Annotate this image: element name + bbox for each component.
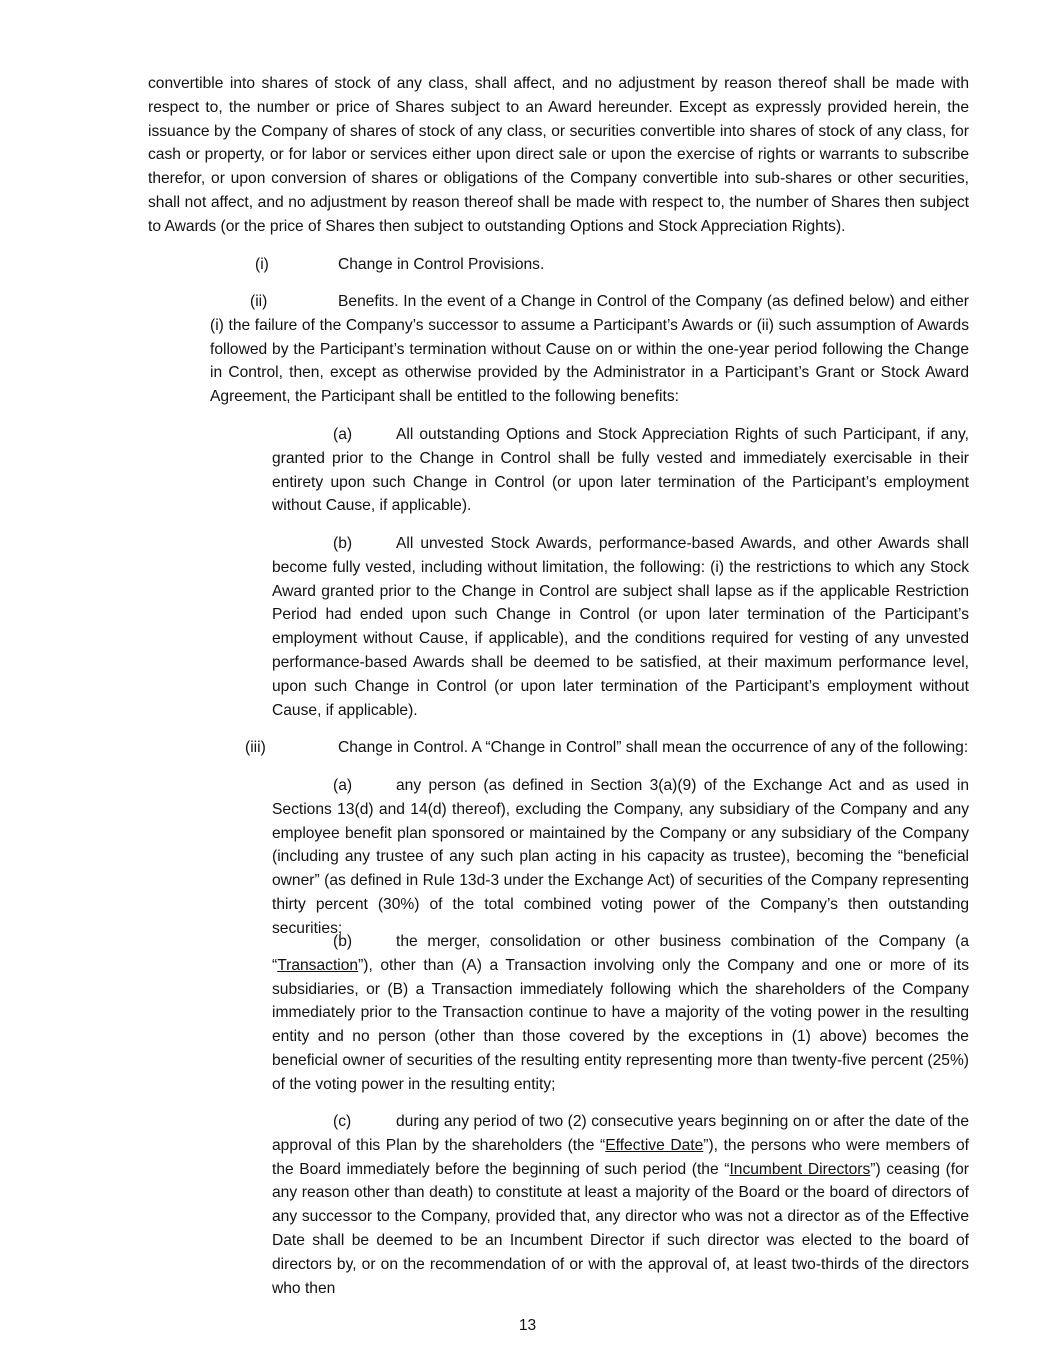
- section-iii-c-text-1: during any period of two (2) consecutive years beginning on or after the date of the approval of this Plan by the shareholders (the “: [272, 1113, 969, 1154]
- section-ii-b-text: All unvested Stock Awards, performance-based Awards, and other Awards shall become fully vested, including without limitation, the following: (i) the restrictions to which any Stock Award granted prior to the Change in Control are subject shall lapse as if the applicable Restriction Period had ended upon such Change in Control (or upon later termination of the Participant’s employment without Cause, if applicable), and the conditions required for vesting of any unvested performance-based Awards shall be deemed to be satisfied, at their maximum performance level, upon such Change in Control (or upon later termination of the Participant’s employment without Cause, if applicable).: [272, 535, 969, 719]
- section-i-number: (i): [255, 256, 269, 273]
- section-ii-paragraph: [210, 290, 969, 409]
- section-iii-b-paragraph: [272, 930, 969, 1097]
- section-iii-c-text-3: ”) ceasing (for any reason other than death) to constitute at least a majority of the Board or the board of directors of any successor to the Company, provided that, any director who was not a director as of the Effective Date shall be deemed to be an Incumbent Director if such director was elected to the board of directors by, or on the recommendation of or with the approval of, at least two-thirds of the directors who then: [272, 1160, 969, 1297]
- defined-term-effective-date: Effective Date: [605, 1136, 704, 1154]
- section-iii-c-number: (c): [333, 1113, 352, 1130]
- section-ii-text: Benefits. In the event of a Change in Control of the Company (as defined below) and either (i) the failure of the Company’s successor to assume a Participant’s Awards or (ii) such assumption of Awards followed by the Participant’s termination without Cause on or within the one-year period following the Change in Control, then, except as otherwise provided by the Administrator in a Participant’s Grant or Stock Award Agreement, the Participant shall be entitled to the following benefits:: [210, 293, 969, 406]
- section-iii-c-text-2: ”), the persons who were members of the Board immediately before the beginning of such period (the “: [272, 1136, 970, 1178]
- section-iii-a-number: (a): [333, 777, 353, 794]
- section-ii-a-paragraph: [272, 423, 969, 518]
- section-iii-number: (iii): [245, 739, 266, 756]
- section-iii-a-text: any person (as defined in Section 3(a)(9) of the Exchange Act and as used in Sections 13(d) and 14(d) thereof), excluding the Company, any subsidiary of the Company and any employee benefit plan sponsored or maintained by the Company or any subsidiary of the Company (including any trustee of any such plan acting in his capacity as trustee), becoming the “beneficial owner” (as defined in Rule 13d-3 under the Exchange Act) of securities of the Company representing thirty percent (30%) of the total combined voting power of the Company’s then outstanding securities;: [272, 777, 969, 937]
- section-iii-b-number: (b): [333, 933, 353, 950]
- section-iii-c-paragraph: [272, 1110, 969, 1300]
- section-i-title: Change in Control Provisions.: [338, 256, 545, 273]
- section-ii-a-text: All outstanding Options and Stock Appreciation Rights of such Participant, if any, granted prior to the Change in Control shall be fully vested and immediately exercisable in their entirety upon such Change in Control (or upon later termination of the Participant’s employment without Cause, if applicable).: [272, 426, 969, 515]
- intro-paragraph: convertible into shares of stock of any class, shall affect, and no adjustment by reason thereof shall be made with respect to, the number or price of Shares subject to an Award hereunder. Except as expressly provided herein, the issuance by the Company of shares of stock of any class, or securities convertible into shares of stock of any class, for cash or property, or for labor or services either upon direct sale or upon the exercise of rights or warrants to subscribe therefor, or upon conversion of shares or obligations of the Company convertible into sub-shares or other securities, shall not affect, and no adjustment by reason thereof shall be made with respect to, the number of Shares then subject to Awards (or the price of Shares then subject to outstanding Options and Stock Appreciation Rights).: [148, 75, 969, 235]
- section-ii-number: (ii): [250, 293, 268, 310]
- section-ii-a-number: (a): [333, 426, 353, 443]
- section-iii-a-paragraph: [272, 774, 969, 941]
- section-ii-b-number: (b): [333, 535, 353, 552]
- defined-term-incumbent-directors: Incumbent Directors: [729, 1160, 871, 1178]
- section-iii-text: Change in Control. A “Change in Control” shall mean the occurrence of any of the following:: [338, 739, 969, 756]
- defined-term-transaction: Transaction: [277, 956, 359, 974]
- section-ii-b-paragraph: [272, 532, 969, 722]
- section-iii-heading: [245, 736, 969, 760]
- section-iii-b-text-1: the merger, consolidation or other business combination of the Company (a “: [272, 933, 969, 974]
- section-iii-b-text-2: ”), other than (A) a Transaction involving only the Company and one or more of its subsidiaries, or (B) a Transaction immediately following which the shareholders of the Company immediately prior to the Transaction continue to have a majority of the voting power in the resulting entity and no person (other than those covered by the exceptions in (1) above) becomes the beneficial owner of securities of the resulting entity representing more than twenty-five percent (25%) of the voting power in the resulting entity;: [272, 956, 969, 1093]
- section-i-heading: [255, 253, 545, 277]
- page-number: 13: [518, 1317, 537, 1334]
